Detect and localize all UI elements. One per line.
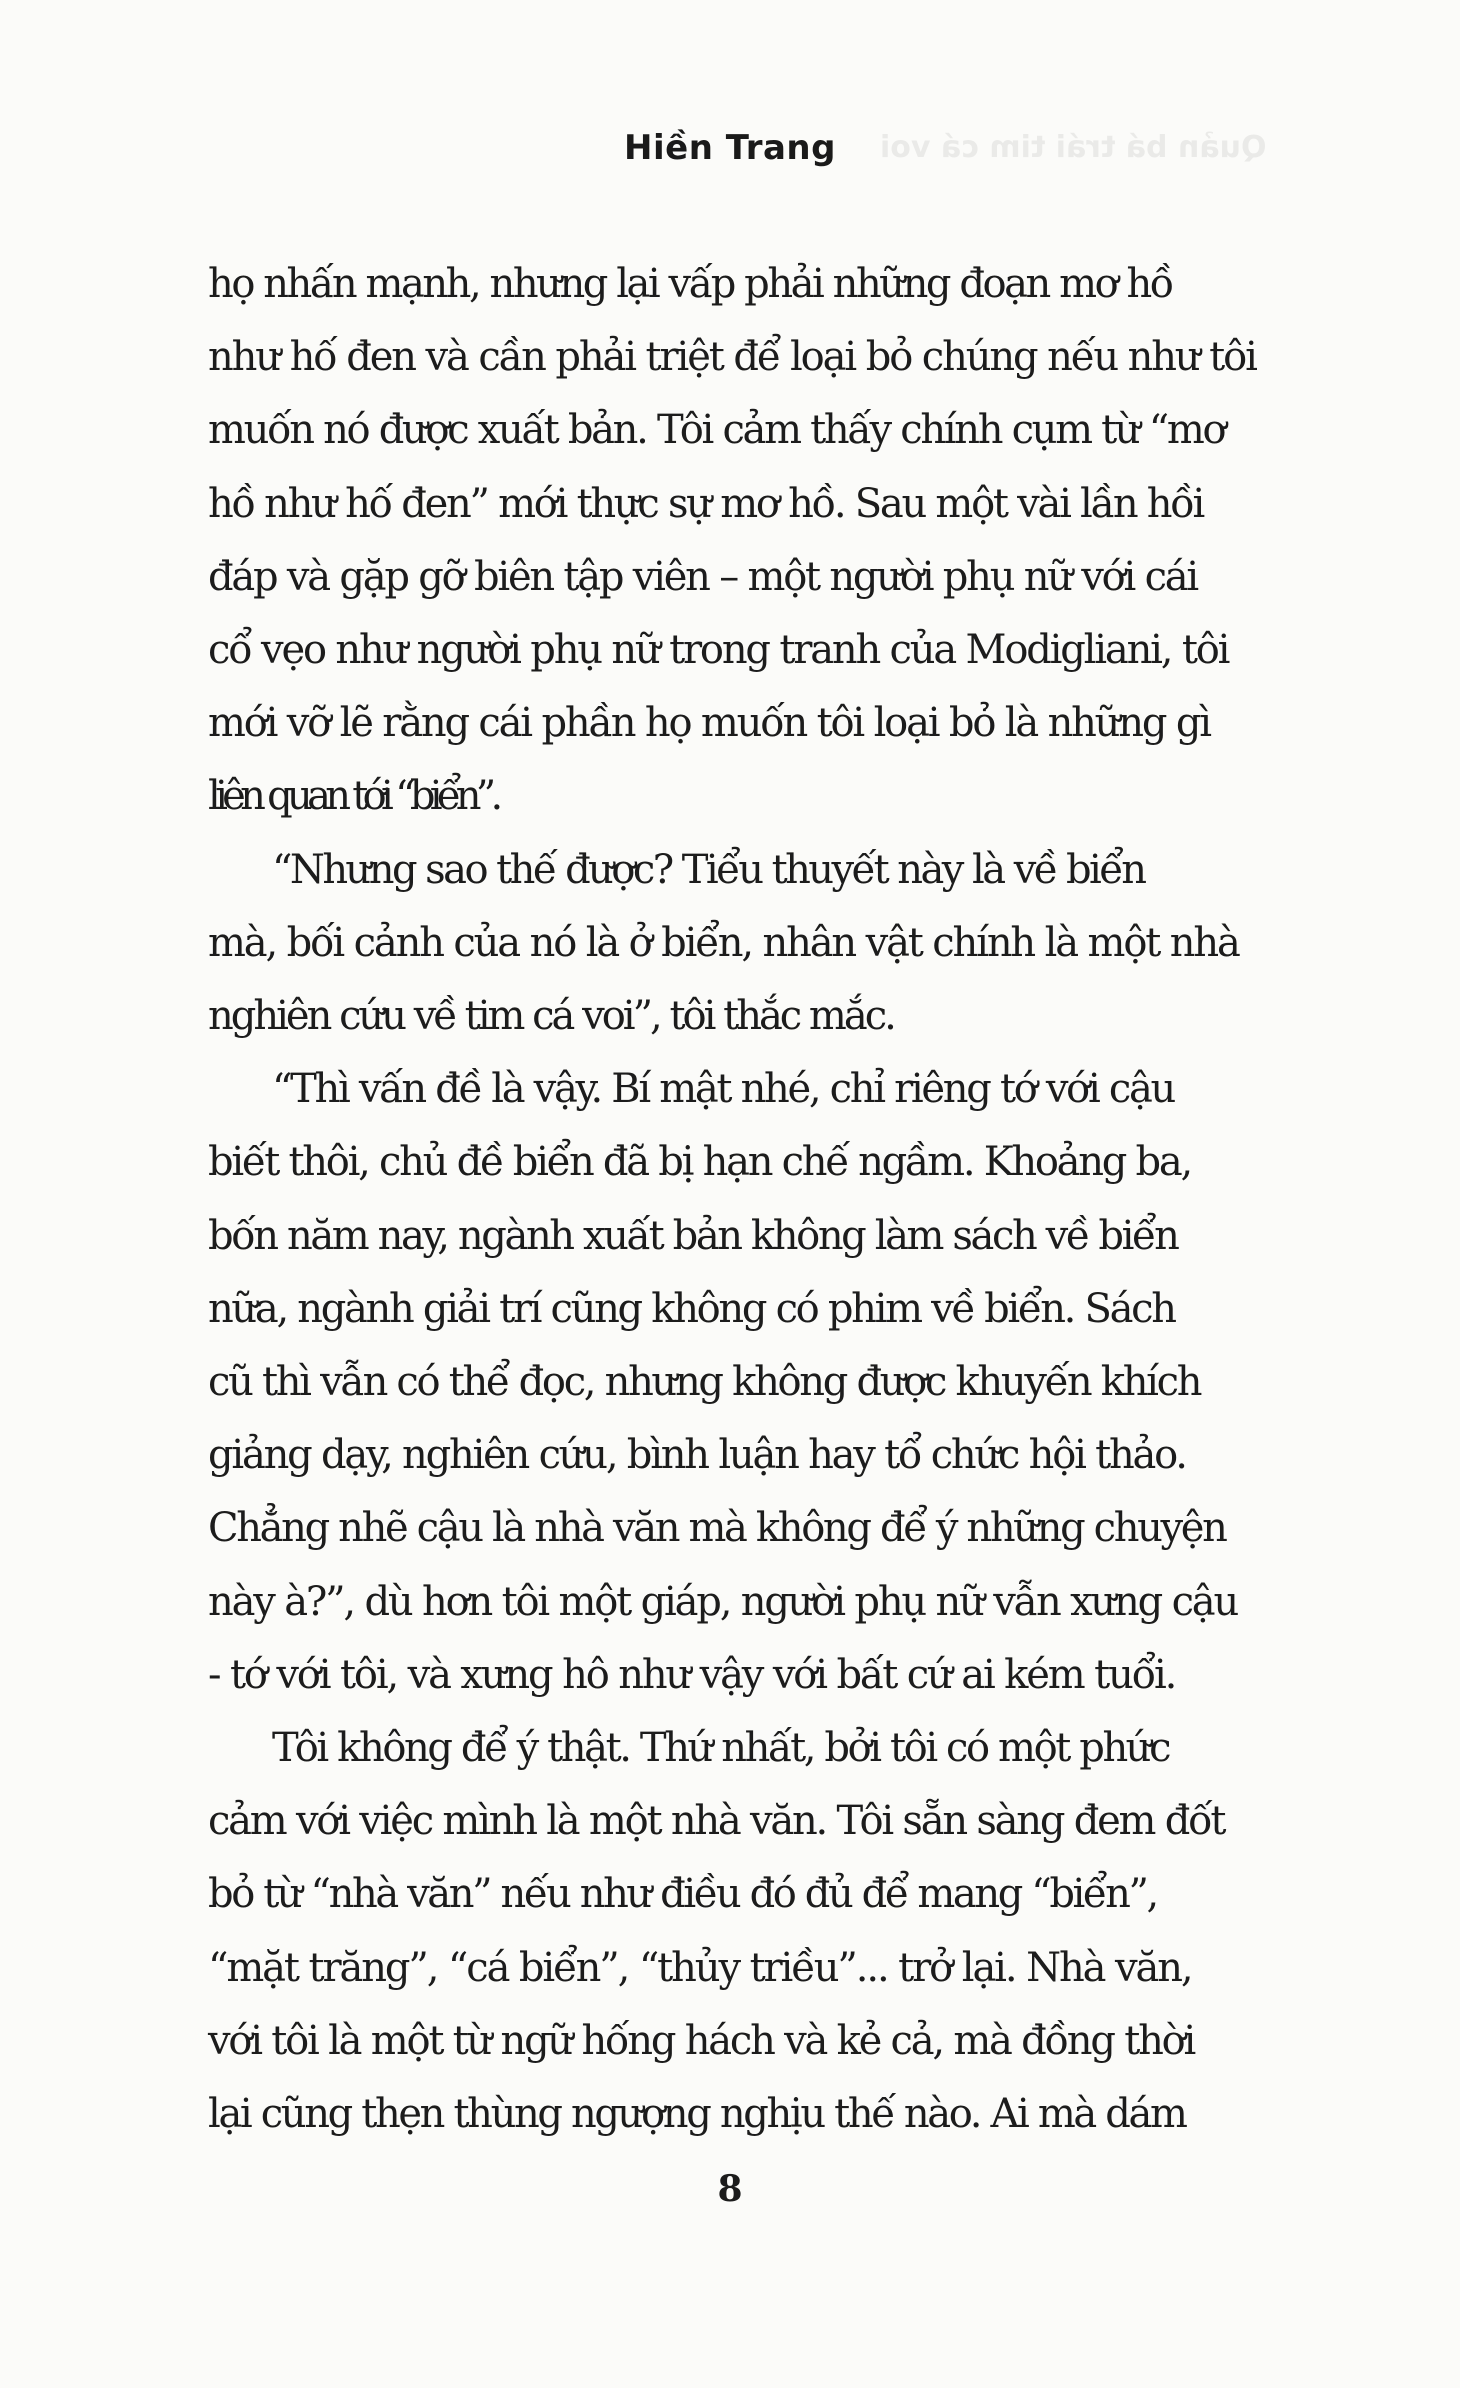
text-line: - tớ với tôi, và xưng hô như vậy với bất cứ ai kém tuổi. (208, 1651, 1176, 1698)
text-line: “Nhưng sao thế được? Tiểu thuyết này là về biển (272, 846, 1145, 893)
text-line: nữa, ngành giải trí cũng không có phim về biển. Sách (208, 1285, 1175, 1332)
text-line: mà, bối cảnh của nó là ở biển, nhân vật chính là một nhà (208, 919, 1239, 966)
text-line: cổ vẹo như người phụ nữ trong tranh của Modigliani, tôi (208, 627, 1229, 674)
text-line: hồ như hố đen” mới thực sự mơ hồ. Sau một vài lần hồi (208, 480, 1204, 527)
text-line: lại cũng thẹn thùng ngượng nghịu thế nào. Ai mà dám (208, 2091, 1186, 2138)
text-line: “Thì vấn đề là vậy. Bí mật nhé, chỉ riêng tớ với cậu (272, 1066, 1174, 1113)
text-line: cảm với việc mình là một nhà văn. Tôi sẵn sàng đem đốt (208, 1798, 1225, 1845)
text-line: Tôi không để ý thật. Thứ nhất, bởi tôi có một phức (272, 1725, 1170, 1772)
text-line: họ nhấn mạnh, nhưng lại vấp phải những đoạn mơ hồ (208, 261, 1172, 307)
page-number: 8 (717, 2168, 743, 2210)
text-line: muốn nó được xuất bản. Tôi cảm thấy chính cụm từ “mơ (208, 407, 1225, 454)
text-line: mới vỡ lẽ rằng cái phần họ muốn tôi loại bỏ là những gì (208, 700, 1210, 747)
text-line: bốn năm nay, ngành xuất bản không làm sách về biển (208, 1212, 1178, 1259)
bleed-through-text: Quản bá trái tim cá voi (880, 130, 1267, 165)
text-line: cũ thì vẫn có thể đọc, nhưng không được khuyến khích (208, 1359, 1201, 1406)
text-line: “mặt trăng”, “cá biển”, “thủy triều”... trở lại. Nhà văn, (208, 1944, 1192, 1991)
text-line: liên quan tới “biển”. (208, 773, 498, 820)
text-line: với tôi là một từ ngữ hống hách và kẻ cả, mà đồng thời (208, 2017, 1195, 2064)
body-text (208, 248, 1388, 2151)
text-line: này à?”, dù hơn tôi một giáp, người phụ nữ vẫn xưng cậu (208, 1578, 1238, 1625)
text-line: như hố đen và cần phải triệt để loại bỏ chúng nếu như tôi (208, 334, 1256, 381)
text-line: biết thôi, chủ đề biển đã bị hạn chế ngầm. Khoảng ba, (208, 1139, 1191, 1186)
text-line: đáp và gặp gỡ biên tập viên – một người phụ nữ với cái (208, 553, 1197, 600)
running-head-author: Hiền Trang (624, 128, 836, 168)
text-line: giảng dạy, nghiên cứu, bình luận hay tổ chức hội thảo. (208, 1432, 1186, 1479)
text-line: nghiên cứu về tim cá voi”, tôi thắc mắc. (208, 993, 894, 1040)
text-line: bỏ từ “nhà văn” nếu như điều đó đủ để mang “biển”, (208, 1871, 1157, 1918)
text-line: Chẳng nhẽ cậu là nhà văn mà không để ý những chuyện (208, 1505, 1226, 1552)
